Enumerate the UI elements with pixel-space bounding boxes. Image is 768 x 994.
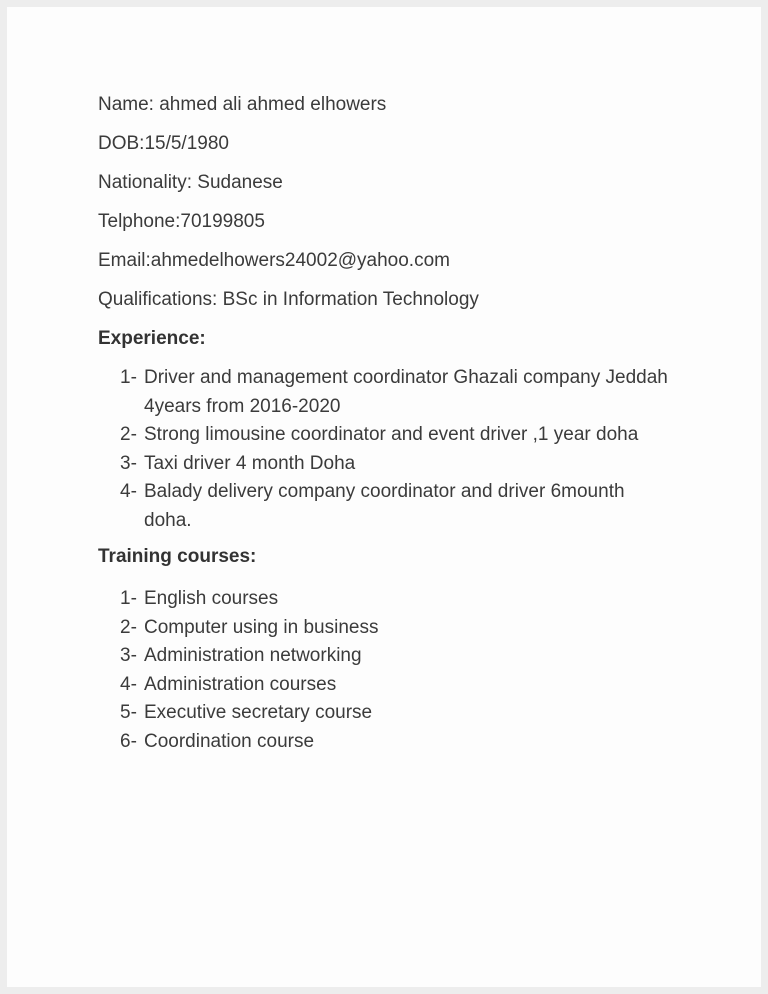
experience-item-2 xyxy=(120,421,703,450)
field-email: Email:ahmedelhowers24002@yahoo.com xyxy=(98,250,450,271)
experience-list xyxy=(120,364,703,535)
document-content xyxy=(7,7,761,756)
item-number: 4- xyxy=(120,673,137,695)
experience-item-1 xyxy=(120,364,703,421)
item-line: Strong limousine coordinator and event driver ,1 year doha xyxy=(144,424,639,445)
training-heading: Training courses: xyxy=(98,546,257,567)
item-line: doha. xyxy=(144,509,192,531)
item-number: 2- xyxy=(120,424,137,445)
item-line: Taxi driver 4 month Doha xyxy=(144,452,356,474)
field-dob: DOB:15/5/1980 xyxy=(98,133,229,154)
field-qualifications: Qualifications: BSc in Information Technology xyxy=(98,289,479,310)
item-number: 3- xyxy=(120,645,137,666)
item-text: Coordination course xyxy=(144,730,315,752)
item-number: 4- xyxy=(120,481,137,502)
training-list xyxy=(120,585,703,756)
item-number: 5- xyxy=(120,702,137,723)
experience-item-3 xyxy=(120,450,703,479)
item-text: Executive secretary course xyxy=(144,702,373,723)
training-item-6 xyxy=(120,728,703,757)
document-page xyxy=(7,7,761,987)
training-item-4 xyxy=(120,671,703,700)
item-number: 1- xyxy=(120,367,137,388)
field-telephone: Telphone:70199805 xyxy=(98,211,265,232)
item-number: 3- xyxy=(120,452,137,474)
item-line: Driver and management coordinator Ghazali company Jeddah xyxy=(144,367,668,388)
training-item-5 xyxy=(120,699,703,728)
item-number: 2- xyxy=(120,616,137,638)
item-text xyxy=(144,478,702,535)
item-text xyxy=(144,421,702,450)
item-number: 1- xyxy=(120,588,137,609)
training-item-1 xyxy=(120,585,703,614)
experience-item-4 xyxy=(120,478,703,535)
item-text: Administration networking xyxy=(144,645,362,666)
experience-heading: Experience: xyxy=(98,328,206,349)
item-text xyxy=(144,450,702,479)
item-line: 4years from 2016-2020 xyxy=(144,395,341,417)
item-text: Administration courses xyxy=(144,673,337,695)
training-item-2 xyxy=(120,614,703,643)
item-number: 6- xyxy=(120,730,137,752)
field-nationality: Nationality: Sudanese xyxy=(98,172,283,193)
field-name: Name: ahmed ali ahmed elhowers xyxy=(98,94,387,115)
item-text xyxy=(144,364,702,421)
item-text: Computer using in business xyxy=(144,616,379,638)
item-text: English courses xyxy=(144,588,279,609)
item-line: Balady delivery company coordinator and driver 6mounth xyxy=(144,481,625,502)
training-item-3 xyxy=(120,642,703,671)
